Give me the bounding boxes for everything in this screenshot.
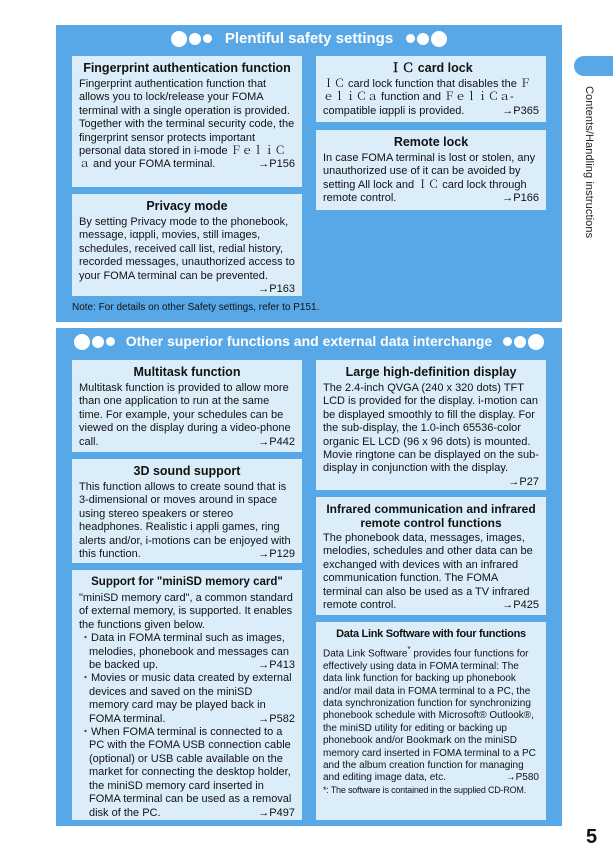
infrared-title: Infrared communication and infrared remote control functions: [326, 502, 536, 530]
multitask-body: Multitask function is provided to allow more than one application to run at the same time. For example, your schedules can be viewed on the display during a video-phone call. → P442: [79, 382, 295, 449]
title-dots-left-icon: [73, 333, 116, 350]
sound3d-title: 3D sound support: [133, 464, 241, 478]
sound3d-body: This function allows to create sound that is 3-dimensional or moves around in space using stereo speakers or stereo headphones. Realistic i appli games, ring alerts and/or, i-motions can be enjoyed with this function. → P129: [79, 481, 295, 561]
hd-display-box: [316, 360, 546, 490]
infrared-ref: → P425: [502, 599, 539, 612]
side-tab-marker: [574, 56, 613, 76]
page-number: 5: [586, 826, 598, 848]
minisd-intro: "miniSD memory card", a common standard of external memory, is supported. It enables the functions given below.: [79, 592, 293, 631]
infrared-body: The phonebook data, messages, images, melodies, schedules and other data can be exchanged with devices with an infrared communication function. The FOMA terminal can also be used as a TV infrared remote control. → P425: [323, 532, 539, 612]
ic-lock-ref: → P365: [502, 105, 539, 118]
ic-lock-title: ＩＣ card lock: [389, 61, 473, 75]
privacy-title: Privacy mode: [146, 199, 228, 213]
remote-lock-ref: → P166: [502, 192, 539, 205]
title-dots-right-icon: [405, 30, 448, 47]
remote-lock-title: Remote lock: [393, 135, 469, 149]
hd-display-ref: → P27: [508, 476, 539, 489]
datalink-title: Data Link Software with four functions: [336, 628, 526, 640]
hd-display-title: Large high-definition display: [345, 365, 517, 379]
fingerprint-box: [72, 56, 302, 187]
minisd-ref-2: → P582: [267, 713, 295, 726]
datalink-body: Data Link Software* provides four functions for effectively using data in FOMA terminal: The data link function for backing up phonebook and/or mail data in FOMA terminal to a PC, the data synchronization function for synchronizing phonebook schedule with Microsoft® Outlook®, the miniSD utility for editing or backing up phonebook and/or Bookmark on the miniSD memory card inserted in FOMA terminal to a PC and the album creation function for managing and editing image data, etc. → P580: [323, 644, 539, 785]
fingerprint-ref: → P156: [258, 158, 295, 171]
multitask-box: [72, 360, 302, 452]
minisd-title: Support for "miniSD memory card": [91, 576, 283, 588]
safety-note: Note: For details on other Safety settings, refer to P151.: [72, 302, 320, 313]
sound3d-box: [72, 459, 302, 563]
minisd-ref-3: → P497: [267, 807, 295, 820]
title-dots-right-icon: [502, 333, 545, 350]
minisd-bullet-2: ・Movies or music data created by external devices and saved on the miniSD memory card may be played back in FOMA terminal. → P582: [79, 672, 295, 726]
minisd-bullet-3: ・When FOMA terminal is connected to a PC with the FOMA USB connection cable (optional) or USB cable available on the market for connecting the desktop holder, the miniSD memory card inserted in FOMA terminal can be used as a removal disk of the PC. → P497: [79, 726, 295, 820]
fingerprint-body: Fingerprint authentication function that allows you to lock/release your FOMA terminal with a single operation is provided. Together with the terminal security code, the fingerprint sensor protects important personal data stored in i-mode ＦｅｌｉＣａ and your FOMA terminal. → P156: [79, 78, 295, 172]
multitask-ref: → P442: [258, 436, 295, 449]
datalink-ref: → P580: [506, 772, 539, 784]
minisd-box: [72, 570, 302, 820]
privacy-box: [72, 194, 302, 296]
privacy-ref: → P163: [258, 283, 295, 296]
infrared-box: [316, 497, 546, 615]
ic-lock-body: ＩＣ card lock function that disables the ＦｅｌｉＣａ function and ＦｅｌｉＣａ-compatible iαppli is provided. → P365: [323, 78, 539, 118]
multitask-title: Multitask function: [133, 365, 241, 379]
datalink-footnote: *: The software is contained in the supplied CD-ROM.: [323, 784, 527, 795]
fingerprint-title: Fingerprint authentication function: [83, 61, 291, 75]
safety-panel-title: Plentiful safety settings: [56, 29, 562, 47]
side-tab-label: Contents/Handling instructions: [583, 86, 595, 239]
remote-lock-box: [316, 130, 546, 210]
title-dots-left-icon: [170, 30, 213, 47]
minisd-bullet-1: ・Data in FOMA terminal such as images, melodies, phonebook and messages can be backed up. → P413: [79, 632, 295, 672]
privacy-body: By setting Privacy mode to the phonebook, message, iαppli, movies, still images, schedules, received call list, redial history, recorded messages, unauthorized access to your FOMA terminal can be prevented. → P163: [79, 216, 295, 283]
remote-lock-body: In case FOMA terminal is lost or stolen, any unauthorized use of it can be avoided by setting All lock and ＩＣ card lock through remote control. → P166: [323, 152, 539, 206]
datalink-box: [316, 622, 546, 820]
sound3d-ref: → P129: [258, 548, 295, 561]
hd-display-body: The 2.4-inch QVGA (240 x 320 dots) TFT LCD is provided for the display. i-motion can be displayed smoothly to fill the display. For the sub-display, the 1.0-inch 65536-color organic EL LCD (96 x 96 dots) is mounted. Movie ringtone can be displayed on the sub-display in conjunction with the display. → P27: [323, 382, 539, 476]
ic-lock-box: [316, 56, 546, 122]
other-panel-title: Other superior functions and external data interchange: [56, 332, 562, 350]
minisd-ref-1: → P413: [267, 659, 295, 672]
